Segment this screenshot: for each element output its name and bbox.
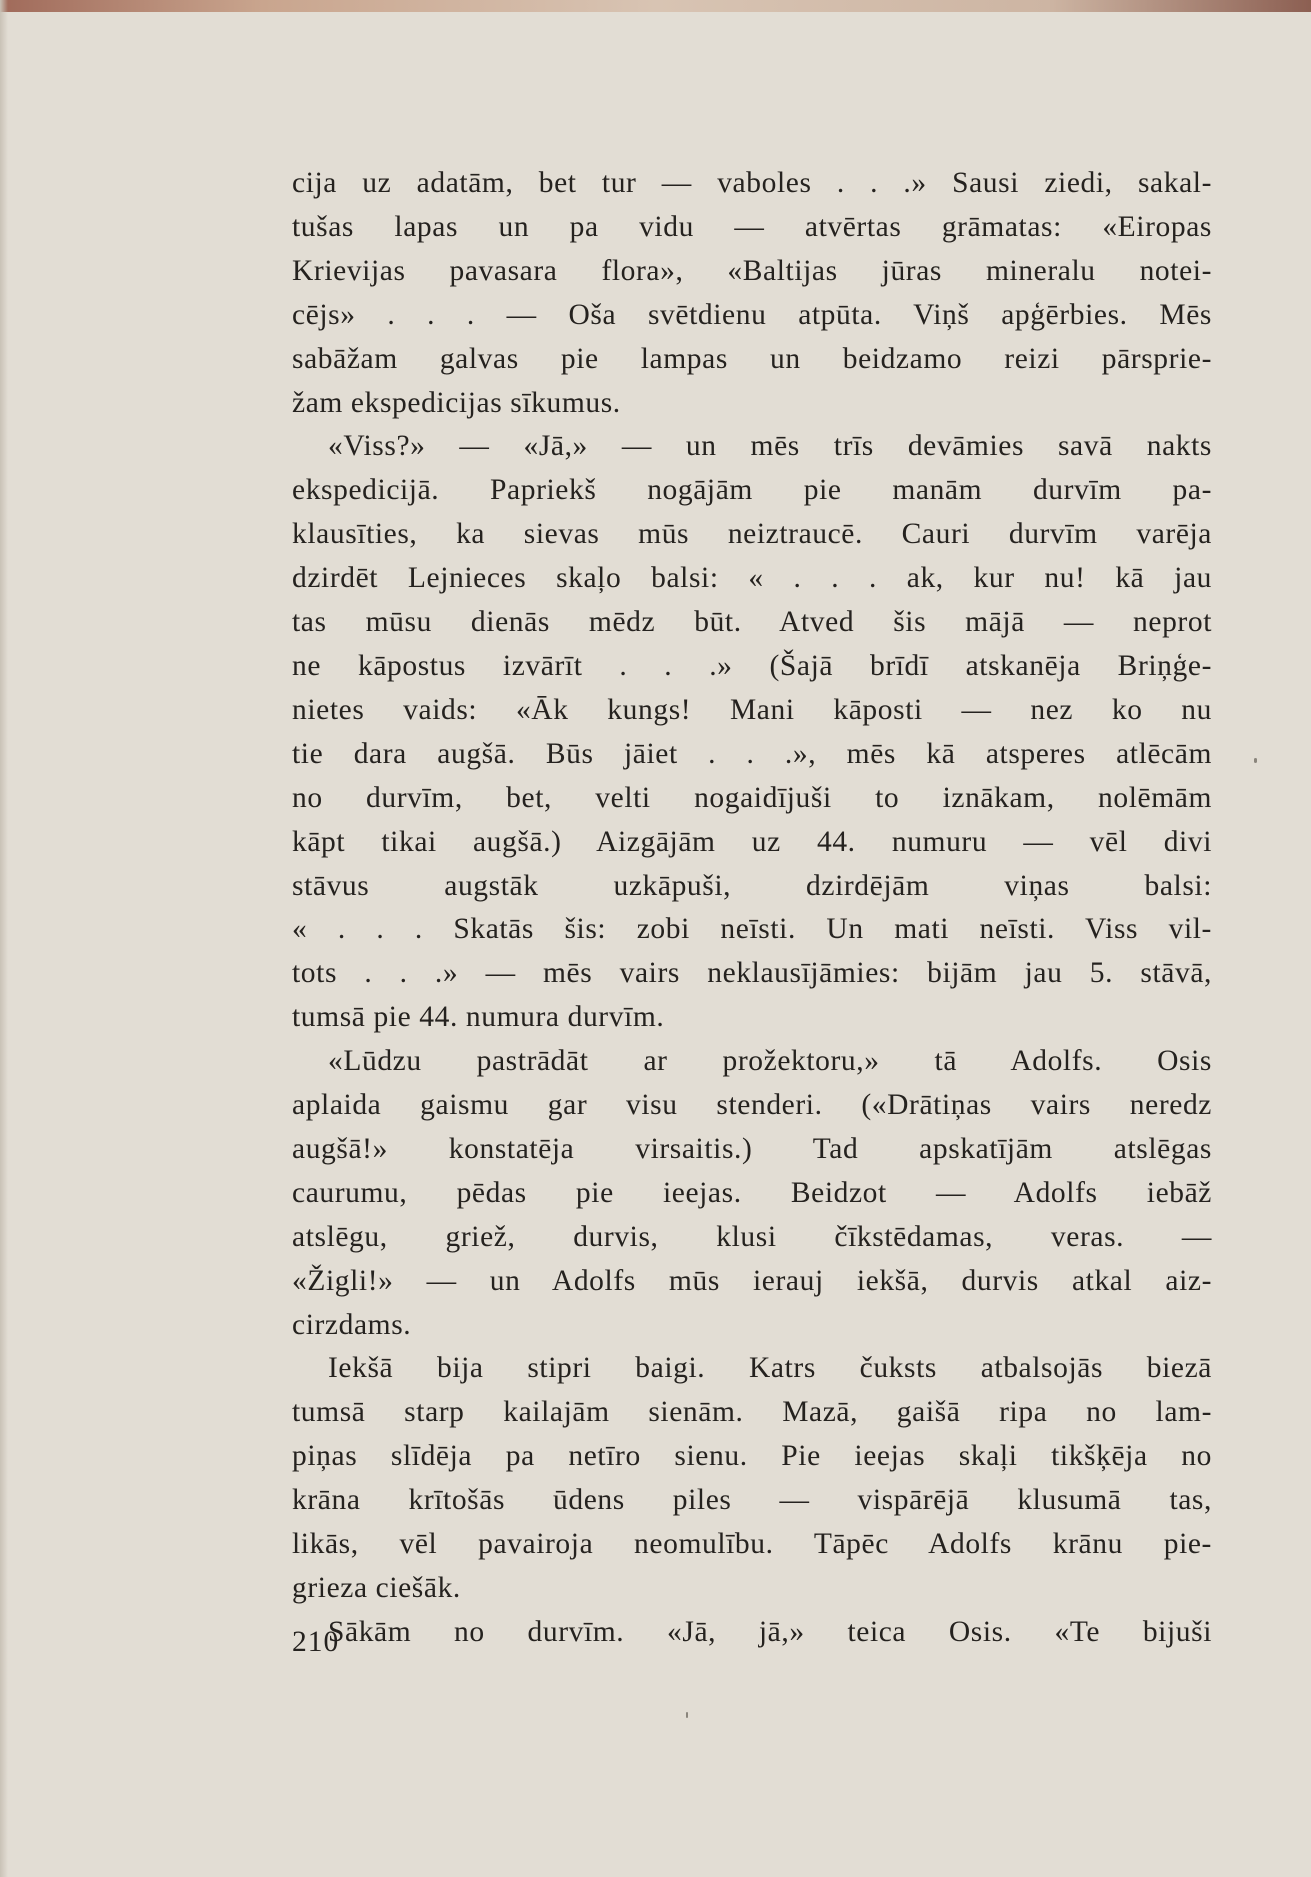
body-text [292, 162, 1212, 1655]
text-line: no durvīm, bet, velti nogaidījuši to iznākam, nolēmām [292, 781, 1212, 814]
text-line: cējs» . . . — Oša svētdienu atpūta. Viņš apģērbies. Mēs [292, 298, 1212, 331]
text-line: Sākām no durvīm. «Jā, jā,» teica Osis. «Te bijuši [328, 1615, 1212, 1648]
text-line: «Lūdzu pastrādāt ar prožektoru,» tā Adolfs. Osis [328, 1045, 1212, 1078]
text-line: Iekšā bija stipri baigi. Katrs čuksts atbalsojās biezā [328, 1352, 1212, 1385]
text-line: cija uz adatām, bet tur — vaboles . . .» Sausi ziedi, sakal- [292, 167, 1212, 199]
text-line: nietes vaids: «Āk kungs! Mani kāposti — nez ko nu [292, 693, 1212, 726]
text-line: dzirdēt Lejnieces skaļo balsi: « . . . ak, kur nu! kā jau [292, 562, 1212, 595]
text-line: «Žigli!» — un Adolfs mūs ierauj iekšā, durvis atkal aiz- [292, 1264, 1212, 1297]
text-line: caurumu, pēdas pie ieejas. Beidzot — Adolfs iebāž [292, 1176, 1212, 1209]
text-line: cirzdams. [292, 1308, 412, 1341]
text-line: sabāžam galvas pie lampas un beidzamo reizi pārsprie- [292, 342, 1212, 375]
text-line: tušas lapas un pa vidu — atvērtas grāmatas: «Eiropas [292, 210, 1212, 243]
text-line: klausīties, ka sievas mūs neiztraucē. Cauri durvīm varēja [292, 518, 1212, 551]
page-top-edge [0, 0, 1311, 12]
text-line: ekspedicijā. Papriekš nogājām pie manām durvīm pa- [292, 474, 1212, 507]
text-line: tots . . .» — mēs vairs neklausījāmies: bijām jau 5. stāvā, [292, 957, 1212, 990]
text-line: tumsā starp kailajām sienām. Mazā, gaišā ripa no lam- [292, 1396, 1212, 1429]
text-line: piņas slīdēja pa netīro sienu. Pie ieejas skaļi tikšķēja no [292, 1440, 1212, 1473]
paper-speck [1254, 758, 1257, 763]
text-line: «Viss?» — «Jā,» — un mēs trīs devāmies savā nakts [328, 430, 1212, 463]
text-line: ne kāpostus izvārīt . . .» (Šajā brīdī atskanēja Briņģe- [292, 649, 1212, 682]
paper-speck [686, 1712, 688, 1718]
text-line: atslēgu, griež, durvis, klusi čīkstēdamas, veras. — [292, 1220, 1212, 1253]
text-line: tumsā pie 44. numura durvīm. [292, 1001, 665, 1034]
text-line: augšā!» konstatēja virsaitis.) Tad apskatījām atslēgas [292, 1132, 1212, 1165]
text-line: krāna krītošās ūdens piles — vispārējā klusumā tas, [292, 1484, 1212, 1517]
page-number: 210 [292, 1626, 340, 1658]
text-line: stāvus augstāk uzkāpuši, dzirdējām viņas balsi: [292, 869, 1212, 902]
text-line: aplaida gaismu gar visu stenderi. («Drātiņas vairs neredz [292, 1089, 1212, 1122]
text-line: tie dara augšā. Būs jāiet . . .», mēs kā atsperes atlēcām [292, 737, 1212, 770]
text-line: Krievijas pavasara flora», «Baltijas jūras mineralu notei- [292, 254, 1212, 287]
text-line: žam ekspedicijas sīkumus. [292, 386, 621, 419]
text-line: tas mūsu dienās mēdz būt. Atved šis mājā — neprot [292, 606, 1212, 639]
text-line: « . . . Skatās šis: zobi neīsti. Un mati neīsti. Viss vil- [292, 913, 1212, 946]
page-gutter-shadow [0, 0, 8, 1877]
text-line: grieza ciešāk. [292, 1572, 461, 1604]
text-line: kāpt tikai augšā.) Aizgājām uz 44. numuru — vēl divi [292, 825, 1212, 858]
text-line: likās, vēl pavairoja neomulību. Tāpēc Adolfs krānu pie- [292, 1528, 1212, 1561]
